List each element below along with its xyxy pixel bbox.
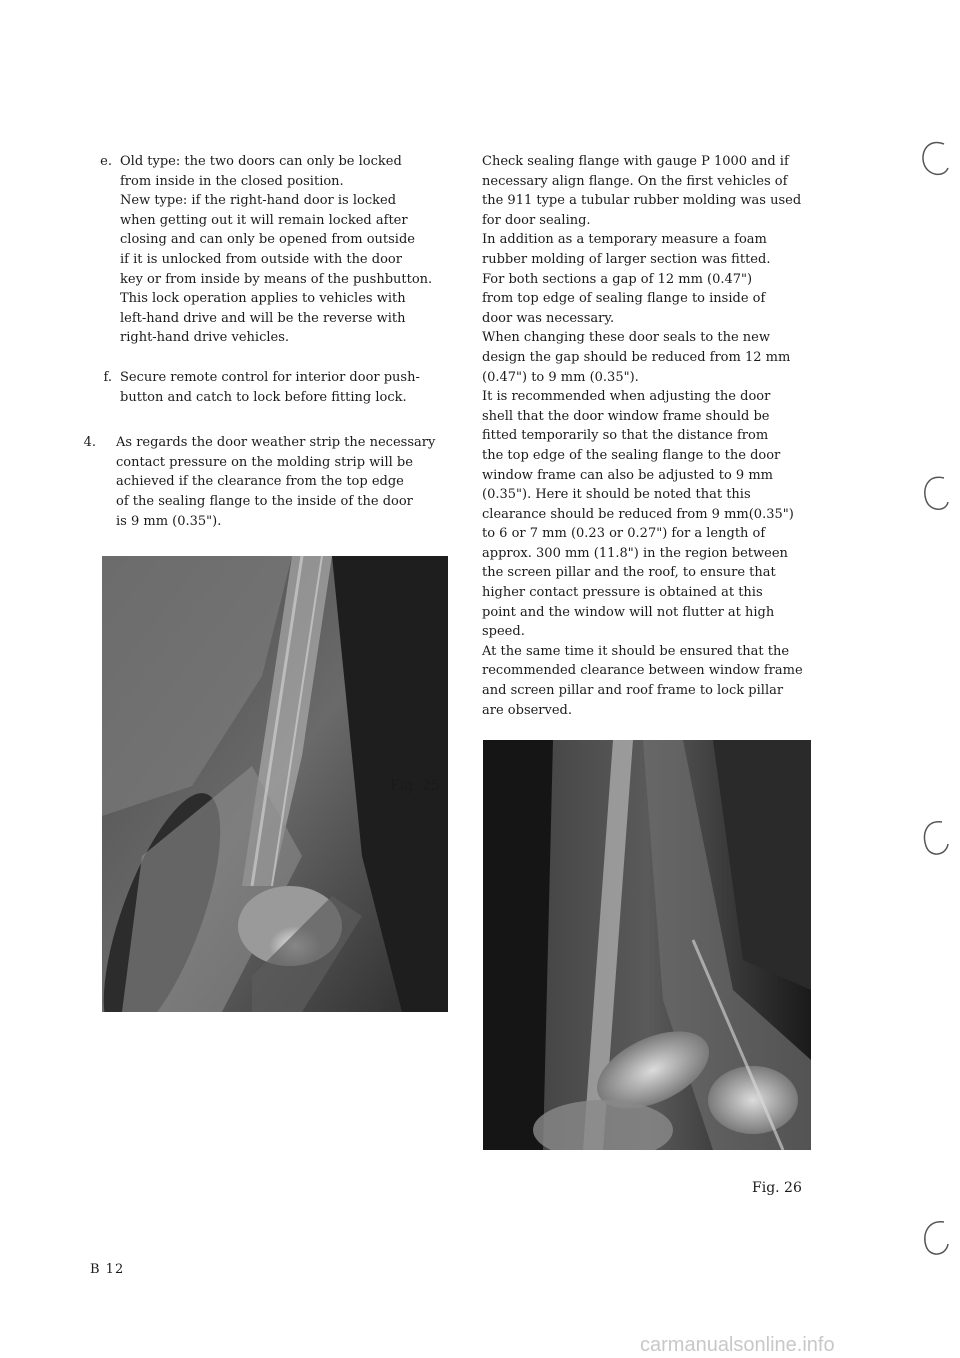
text-line: button and catch to lock before fitting lock. (120, 389, 407, 405)
binder-hole-icon (920, 1216, 954, 1260)
text-line: shell that the door window frame should be (482, 408, 770, 424)
text-line: (0.35"). Here it should be noted that this (482, 487, 751, 503)
list-marker: f. (103, 369, 112, 385)
text-line: Old type: the two doors can only be locked (120, 154, 402, 169)
list-item-4 (83, 433, 450, 531)
text-line: if it is unlocked from outside with the door (120, 251, 402, 267)
list-item-f (90, 368, 450, 407)
text-line: contact pressure on the molding strip will be (116, 454, 413, 470)
text-line: from inside in the closed position. (120, 173, 344, 189)
figure-26-photo (483, 740, 811, 1150)
text-line: of the sealing flange to the inside of the door (116, 493, 413, 509)
text-line: window frame can also be adjusted to 9 mm (482, 467, 773, 483)
text-line: approx. 300 mm (11.8") in the region between (482, 545, 788, 561)
text-line: the screen pillar and the roof, to ensure that (482, 565, 776, 581)
text-line: recommended clearance between window frame (482, 663, 803, 679)
binder-hole-icon (920, 816, 954, 860)
page-number: B 12 (90, 1262, 125, 1277)
list-marker: 4. (83, 435, 96, 451)
text-line: higher contact pressure is obtained at this (482, 585, 763, 601)
figure-26-caption: Fig. 26 (752, 1180, 802, 1196)
text-line: for door sealing. (482, 212, 591, 228)
list-marker: e. (100, 154, 112, 169)
left-column (83, 152, 450, 531)
text-line: rubber molding of larger section was fitted. (482, 251, 771, 267)
watermark: carmanualsonline.info (640, 1334, 835, 1356)
text-line: clearance should be reduced from 9 mm(0.35") (482, 506, 794, 522)
text-line: and screen pillar and roof frame to lock pillar (482, 683, 784, 699)
paragraph (482, 152, 822, 720)
text-line: the 911 type a tubular rubber molding was used (482, 193, 802, 209)
text-line: Secure remote control for interior door push- (120, 369, 420, 385)
window-frame-photo (483, 740, 811, 1150)
text-line: (0.47") to 9 mm (0.35"). (482, 369, 639, 385)
list-item-e (90, 152, 450, 348)
text-line: speed. (482, 624, 525, 640)
text-line: the top edge of the sealing flange to the door (482, 447, 781, 463)
text-line: fitted temporarily so that the distance from (482, 428, 769, 444)
binder-hole-icon (920, 472, 954, 516)
text-line: left-hand drive and will be the reverse with (120, 310, 406, 326)
text-line: When changing these door seals to the new (482, 330, 770, 346)
text-line: necessary align flange. On the first vehicles of (482, 173, 788, 189)
text-line: when getting out it will remain locked after (120, 212, 408, 228)
text-line: point and the window will not flutter at high (482, 604, 775, 620)
text-line: In addition as a temporary measure a foam (482, 232, 767, 248)
figure-25-caption: Fig. 25 (390, 778, 440, 794)
text-line: It is recommended when adjusting the door (482, 389, 771, 405)
text-line: achieved if the clearance from the top edge (116, 474, 404, 490)
text-line: to 6 or 7 mm (0.23 or 0.27") for a length of (482, 526, 766, 542)
text-line: from top edge of sealing flange to inside of (482, 291, 766, 307)
text-line: For both sections a gap of 12 mm (0.47") (482, 271, 753, 287)
text-line: Check sealing flange with gauge P 1000 and if (482, 154, 789, 169)
text-line: design the gap should be reduced from 12 mm (482, 349, 791, 365)
text-line: This lock operation applies to vehicles with (120, 291, 406, 307)
text-line: New type: if the right-hand door is locked (120, 193, 397, 209)
text-line: As regards the door weather strip the necessary (116, 435, 436, 451)
text-line: At the same time it should be ensured that the (482, 643, 790, 659)
text-line: door was necessary. (482, 310, 615, 326)
text-line: closing and can only be opened from outside (120, 232, 415, 248)
text-line: is 9 mm (0.35"). (116, 513, 222, 529)
right-column (482, 152, 822, 720)
text-line: key or from inside by means of the pushbutton. (120, 271, 433, 287)
text-line: are observed. (482, 702, 573, 718)
binder-hole-icon (918, 138, 952, 182)
text-line: right-hand drive vehicles. (120, 330, 289, 346)
